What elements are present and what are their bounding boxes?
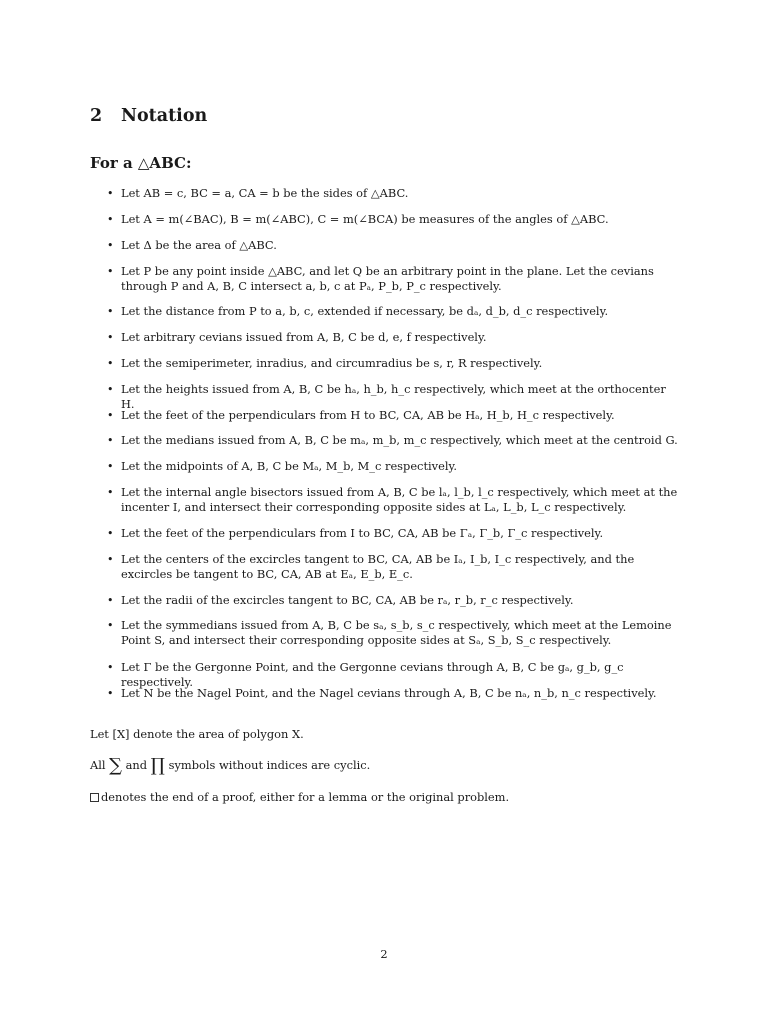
bullet: • <box>107 553 114 566</box>
list-item <box>107 618 679 648</box>
bullet: • <box>107 434 114 447</box>
bullet: • <box>107 383 114 396</box>
area-note: Let [X] denote the area of polygon X. <box>90 727 304 741</box>
cyclic-note-middle: and <box>125 758 148 772</box>
list-item <box>107 485 679 515</box>
list-item-text: Let the medians issued from A, B, C be mₐ, m_b, m_c respectively, which meet at the centroid G. <box>121 433 678 447</box>
list-item-text: Let the internal angle bisectors issued from A, B, C be lₐ, l_b, l_c respectively, which meet at the incenter I, and intersect their corresponding opposite sides at Lₐ, L_b, L_c respectively. <box>121 485 678 514</box>
list-item-text: Let the distance from P to a, b, c, extended if necessary, be dₐ, d_b, d_c respectively. <box>121 304 609 318</box>
list-item-text: Let A = m(∠BAC), B = m(∠ABC), C = m(∠BCA) be measures of the angles of △ABC. <box>121 212 609 226</box>
bullet: • <box>107 527 114 540</box>
list-item-text: Let the radii of the excircles tangent to BC, CA, AB be rₐ, r_b, r_c respectively. <box>121 593 574 607</box>
bullet: • <box>107 619 114 632</box>
bullet: • <box>107 460 114 473</box>
list-item-text: Let Γ be the Gergonne Point, and the Gergonne cevians through A, B, C be gₐ, g_b, g_c respectively. <box>121 660 624 689</box>
list-item-text: Let Δ be the area of △ABC. <box>121 238 277 252</box>
bullet: • <box>107 661 114 674</box>
qed-square-icon <box>90 793 99 802</box>
section-number: 2 <box>90 106 103 126</box>
list-item <box>107 186 679 201</box>
bullet: • <box>107 594 114 607</box>
list-item <box>107 264 679 294</box>
list-item <box>107 552 679 582</box>
list-item <box>107 408 679 423</box>
bullet: • <box>107 265 114 278</box>
qed-note <box>90 790 509 805</box>
list-item-text: Let the heights issued from A, B, C be hₐ, h_b, h_c respectively, which meet at the orthocenter H. <box>121 382 666 411</box>
bullet: • <box>107 409 114 422</box>
list-item-text: Let the semiperimeter, inradius, and circumradius be s, r, R respectively. <box>121 356 543 370</box>
subheading: For a △ABC: <box>90 154 192 172</box>
list-item <box>107 330 679 345</box>
product-symbol: ∏ <box>150 755 165 776</box>
list-item <box>107 238 679 253</box>
list-item-text: Let P be any point inside △ABC, and let Q be an arbitrary point in the plane. Let the cevians through P and A, B, C intersect a, b, c at Pₐ, P_b, P_c respectively. <box>121 264 654 293</box>
bullet: • <box>107 331 114 344</box>
section-title: Notation <box>121 106 208 126</box>
qed-note-text: denotes the end of a proof, either for a lemma or the original problem. <box>101 790 510 804</box>
sum-symbol: ∑ <box>109 755 122 776</box>
page-number: 2 <box>380 947 388 961</box>
cyclic-note <box>90 755 371 776</box>
list-item <box>107 526 679 541</box>
list-item-text: Let the midpoints of A, B, C be Mₐ, M_b, M_c respectively. <box>121 459 458 473</box>
list-item-text: Let the centers of the excircles tangent to BC, CA, AB be Iₐ, I_b, I_c respectively, and the excircles be tangent to BC, CA, AB at Eₐ, E_b, E_c. <box>121 552 635 581</box>
bullet: • <box>107 305 114 318</box>
list-item-text: Let the symmedians issued from A, B, C be sₐ, s_b, s_c respectively, which meet at the Lemoine Point S, and intersect their corresponding opposite sides at Sₐ, S_b, S_c respectively. <box>121 618 672 647</box>
list-item-text: Let N be the Nagel Point, and the Nagel cevians through A, B, C be nₐ, n_b, n_c respectively. <box>121 686 657 700</box>
bullet: • <box>107 213 114 226</box>
list-item <box>107 593 679 608</box>
list-item <box>107 304 679 319</box>
list-item <box>107 459 679 474</box>
list-item <box>107 433 679 448</box>
cyclic-note-suffix: symbols without indices are cyclic. <box>168 758 371 772</box>
list-item <box>107 356 679 371</box>
section-heading <box>90 106 207 126</box>
list-item <box>107 212 679 227</box>
bullet: • <box>107 687 114 700</box>
list-item-text: Let arbitrary cevians issued from A, B, C be d, e, f respectively. <box>121 330 487 344</box>
bullet: • <box>107 187 114 200</box>
bullet: • <box>107 486 114 499</box>
list-item <box>107 686 679 701</box>
list-item-text: Let the feet of the perpendiculars from H to BC, CA, AB be Hₐ, H_b, H_c respectively. <box>121 408 615 422</box>
list-item-text: Let the feet of the perpendiculars from I to BC, CA, AB be Γₐ, Γ_b, Γ_c respectively. <box>121 526 604 540</box>
bullet: • <box>107 239 114 252</box>
list-item-text: Let AB = c, BC = a, CA = b be the sides of △ABC. <box>121 186 409 200</box>
cyclic-note-prefix: All <box>90 758 106 772</box>
bullet: • <box>107 357 114 370</box>
